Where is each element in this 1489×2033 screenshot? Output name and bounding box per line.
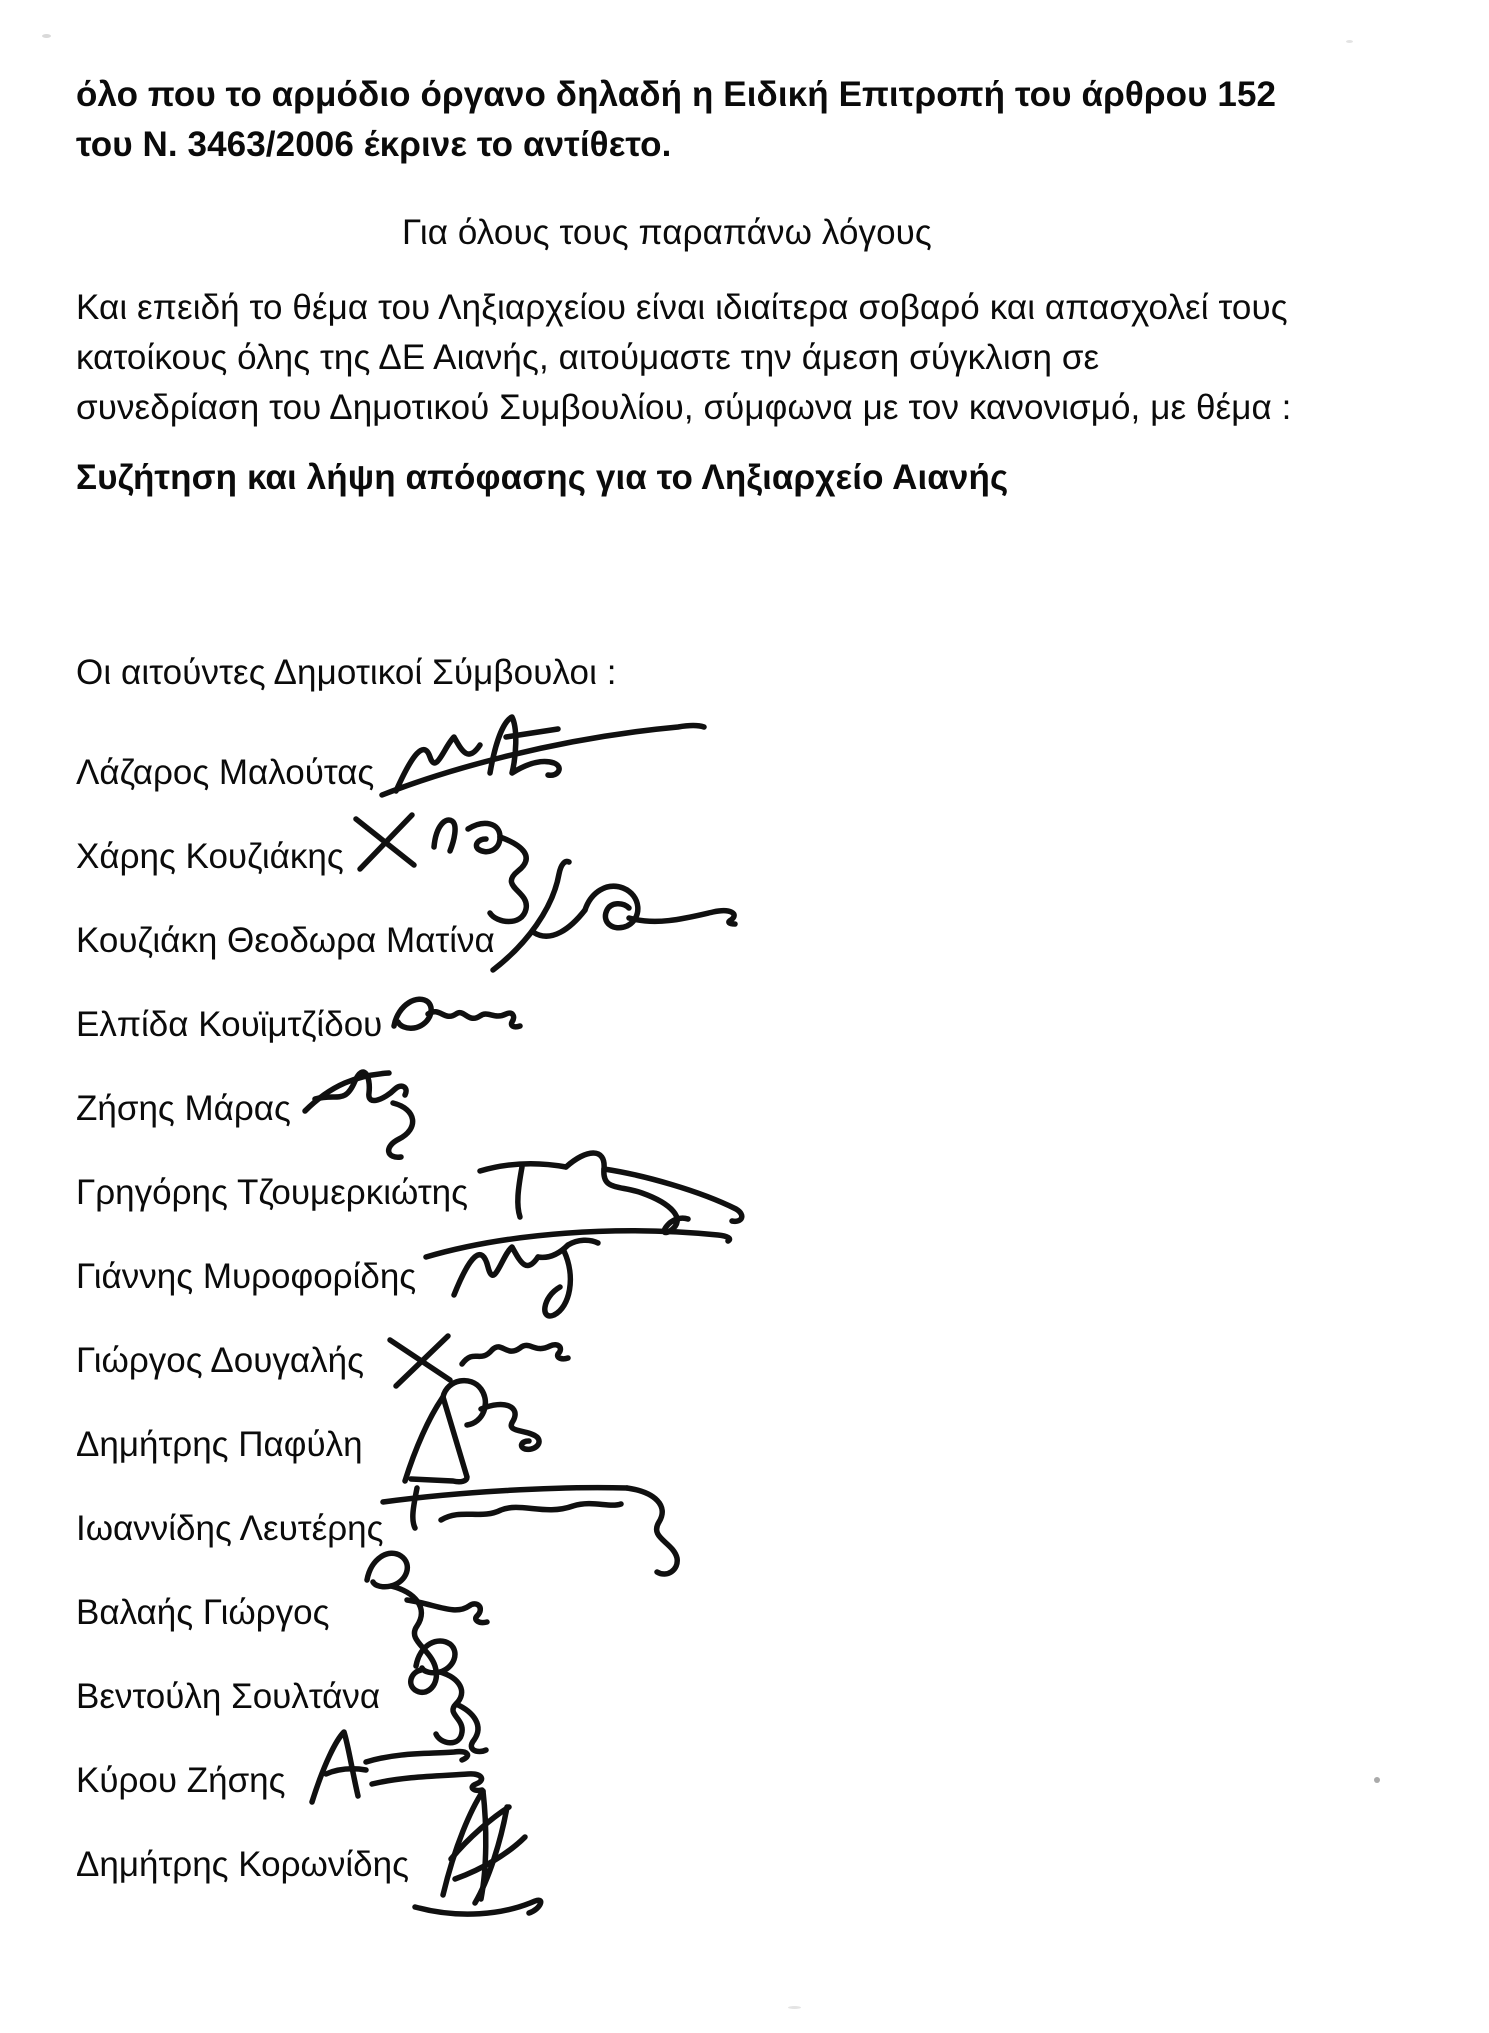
signatory-name: Βαλαής Γιώργος: [76, 1593, 330, 1632]
signatory-name: Γρηγόρης Τζουμερκιώτης: [76, 1173, 468, 1212]
signatory-row: [76, 1823, 1436, 1907]
signatory-name: Δημήτρης Παφύλη: [76, 1425, 363, 1464]
signatory-name: Λάζαρος Μαλούτας: [76, 753, 375, 792]
scan-speck: [42, 34, 51, 38]
signature-ink: [378, 699, 708, 809]
signatory-row: [76, 1487, 1436, 1571]
request-line-1: Και επειδή το θέμα του Ληξιαρχείου είναι ιδιαίτερα σοβαρό και απασχολεί τους: [76, 288, 1288, 327]
signatory-name: Γιάννης Μυροφορίδης: [76, 1257, 417, 1296]
signatory-row: [76, 1319, 1436, 1403]
signature-ink: [487, 852, 787, 982]
signatory-name: Ελπίδα Κουϊμτζίδου: [76, 1005, 383, 1044]
signatory-row: [76, 983, 1436, 1067]
signatory-row: [76, 1655, 1436, 1739]
signatory-name: Χάρης Κουζιάκης: [76, 837, 344, 876]
signatory-name: Δημήτρης Κορωνίδης: [76, 1845, 409, 1884]
document-body: [76, 70, 1436, 1907]
signatory-row: [76, 731, 1436, 815]
signatory-name: Ιωαννίδης Λευτέρης: [76, 1509, 384, 1548]
signatory-row: [76, 1151, 1436, 1235]
signatory-row: [76, 1403, 1436, 1487]
scan-speck: [788, 2006, 801, 2009]
signature-ink: [301, 1041, 471, 1181]
signatory-name: Ζήσης Μάρας: [76, 1089, 291, 1128]
request-line-3: συνεδρίαση του Δημοτικού Συμβουλίου, σύμφωνα με τον κανονισμό, με θέμα :: [76, 388, 1292, 427]
opening-line-1: όλο που το αρμόδιο όργανο δηλαδή η Ειδική Επιτροπή του άρθρου 152: [76, 75, 1277, 114]
request-paragraph: [76, 283, 1436, 433]
opening-paragraph: [76, 70, 1436, 170]
request-line-2: κατοίκους όλης της ΔΕ Αιανής, αιτούμαστε την άμεση σύγκλιση σε: [76, 338, 1100, 377]
signatories-heading: Οι αιτούντες Δημοτικοί Σύμβουλοι :: [76, 653, 617, 692]
signature-ink: [399, 1775, 619, 1935]
signatory-name: Βεντούλη Σουλτάνα: [76, 1677, 381, 1716]
signatory-row: [76, 1739, 1436, 1823]
signatory-name: Κύρου Ζήσης: [76, 1761, 286, 1800]
opening-line-2: του Ν. 3463/2006 έκρινε το αντίθετο.: [76, 125, 672, 164]
signatory-name: Κουζιάκη Θεοδωρα Ματίνα: [76, 921, 495, 960]
signatory-row: [76, 1571, 1436, 1655]
reason-line: Για όλους τους παραπάνω λόγους: [402, 213, 932, 252]
scan-speck: [1346, 40, 1353, 43]
topic-line: Συζήτηση και λήψη απόφασης για το Ληξιαρχείο Αιανής: [76, 458, 1009, 497]
signatory-name: Γιώργος Δουγαλής: [76, 1341, 364, 1380]
signatory-row: [76, 899, 1436, 983]
signatory-list: [76, 731, 1436, 1907]
